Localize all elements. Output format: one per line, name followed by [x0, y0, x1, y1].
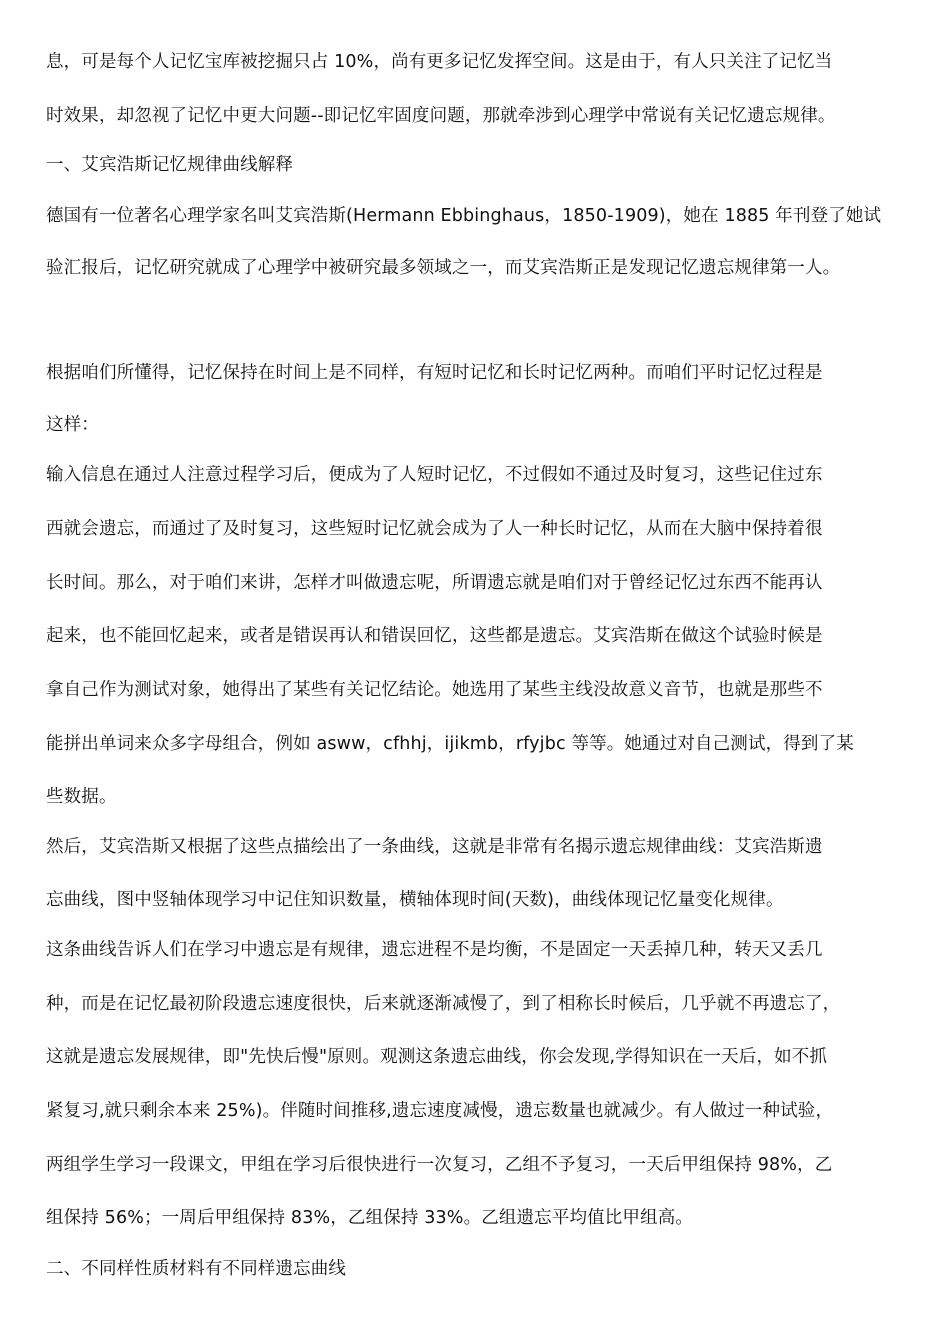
text-line: 长时间。那么，对于咱们来讲，怎样才叫做遗忘呢，所谓遗忘就是咱们对于曾经记忆过东西不能再认	[46, 573, 823, 593]
section-heading-2: 二、不同样性质材料有不同样遗忘曲线	[46, 1259, 347, 1279]
text-line: 西就会遗忘，而通过了及时复习，这些短时记忆就会成为了人一种长时记忆，从而在大脑中保持着很	[46, 519, 823, 539]
text-line: 起来，也不能回忆起来，或者是错误再认和错误回忆，这些都是遗忘。艾宾浩斯在做这个试验时候是	[46, 626, 823, 646]
text-line: 两组学生学习一段课文，甲组在学习后很快进行一次复习，乙组不予复习，一天后甲组保持 98%，乙	[46, 1155, 833, 1175]
text-line: 这样：	[46, 415, 99, 435]
text-line: 些数据。	[46, 787, 117, 807]
text-line: 能拼出单词来众多字母组合，例如 asww，cfhhj，ijikmb，rfyjbc 等等。她通过对自己测试，得到了某	[46, 734, 854, 754]
section-heading-1: 一、艾宾浩斯记忆规律曲线解释	[46, 155, 294, 175]
text-line: 忘曲线，图中竖轴体现学习中记住知识数量，横轴体现时间(天数)，曲线体现记忆量变化规律。	[46, 890, 784, 910]
text-line: 根据咱们所懂得，记忆保持在时间上是不同样，有短时记忆和长时记忆两种。而咱们平时记忆过程是	[46, 363, 823, 383]
text-line: 输入信息在通过人注意过程学习后，便成为了人短时记忆，不过假如不通过及时复习，这些记住过东	[46, 465, 823, 485]
text-line: 时效果，却忽视了记忆中更大问题--即记忆牢固度问题，那就牵涉到心理学中常说有关记忆遗忘规律。	[46, 106, 836, 126]
text-line: 组保持 56%；一周后甲组保持 83%，乙组保持 33%。乙组遗忘平均值比甲组高。	[46, 1208, 694, 1228]
text-line: 种，而是在记忆最初阶段遗忘速度很快，后来就逐渐减慢了，到了相称长时候后，几乎就不再遗忘了，	[46, 994, 841, 1014]
text-line: 德国有一位著名心理学家名叫艾宾浩斯(Hermann Ebbinghaus，1850-1909)，她在 1885 年刊登了她试	[46, 206, 882, 226]
text-line: 拿自己作为测试对象，她得出了某些有关记忆结论。她选用了某些主线没故意义音节，也就是那些不	[46, 680, 823, 700]
text-line: 息，可是每个人记忆宝库被挖掘只占 10%，尚有更多记忆发挥空间。这是由于，有人只关注了记忆当	[46, 52, 833, 72]
text-line: 然后，艾宾浩斯又根据了这些点描绘出了一条曲线，这就是非常有名揭示遗忘规律曲线：艾宾浩斯遗	[46, 837, 823, 857]
text-line: 这就是遗忘发展规律，即"先快后慢"原则。观测这条遗忘曲线，你会发现,学得知识在一天后，如不抓	[46, 1047, 828, 1067]
text-line: 紧复习,就只剩余本来 25%)。伴随时间推移,遗忘速度减慢，遗忘数量也就减少。有人做过一种试验，	[46, 1101, 834, 1121]
text-line: 验汇报后，记忆研究就成了心理学中被研究最多领域之一，而艾宾浩斯正是发现记忆遗忘规律第一人。	[46, 258, 841, 278]
text-line: 这条曲线告诉人们在学习中遗忘是有规律，遗忘进程不是均衡，不是固定一天丢掉几种，转天又丢几	[46, 940, 823, 960]
